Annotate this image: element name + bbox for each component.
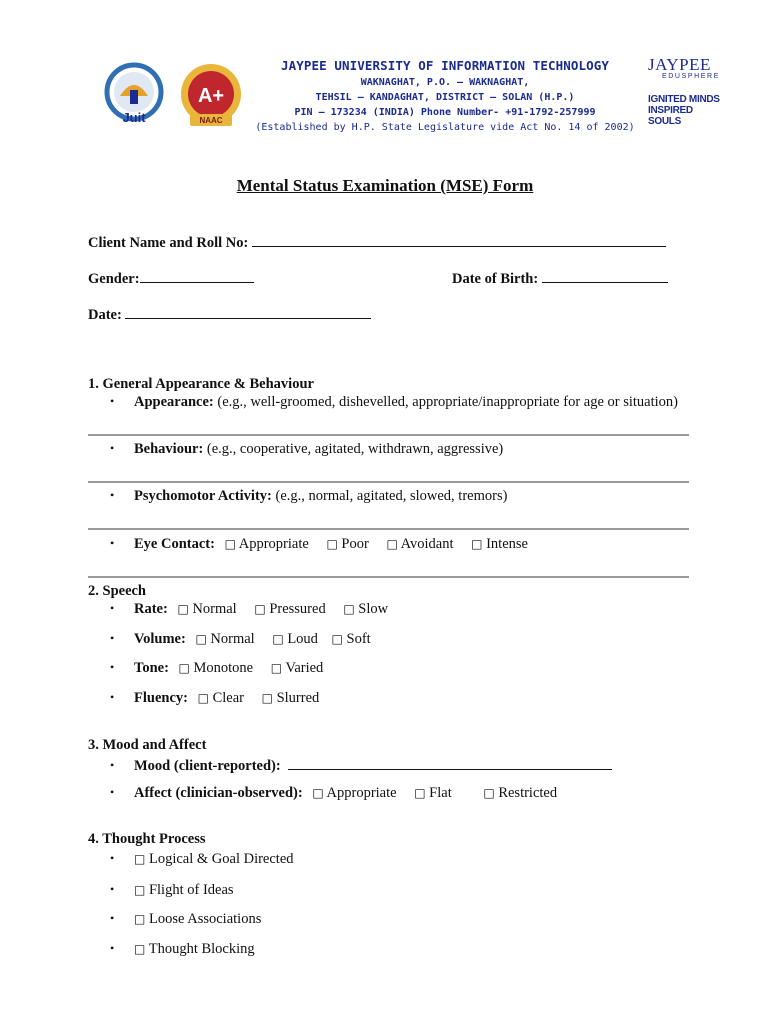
checkbox-eye-avoidant[interactable]: □ Avoidant — [386, 536, 454, 552]
list-item-volume: • Volume: □ Normal □ Loud □ Soft — [110, 631, 371, 647]
list-item-thought-blocking[interactable]: • □ Thought Blocking — [110, 941, 255, 957]
checkbox-rate-normal[interactable]: □ Normal — [177, 601, 237, 617]
list-item-behaviour: • Behaviour: (e.g., cooperative, agitated, withdrawn, aggressive) — [110, 441, 504, 457]
answer-line-appearance[interactable] — [88, 434, 689, 436]
svg-text:A+: A+ — [197, 85, 225, 107]
list-item-thought-loose[interactable]: • □ Loose Associations — [110, 911, 262, 927]
jaypee-edusphere-logo: JAYPEE EDUSPHERE IGNITED MINDS INSPIRED SOULS — [648, 55, 720, 127]
answer-line-psychomotor[interactable] — [88, 528, 689, 530]
established-line: (Established by H.P. State Legislature vide Act No. 14 of 2002) — [255, 122, 635, 133]
answer-line-eye-contact[interactable] — [88, 576, 689, 578]
checkbox-fluency-slurred[interactable]: □ Slurred — [261, 690, 320, 706]
naac-a-plus-badge — [176, 60, 246, 132]
section-mood-affect: 3. Mood and Affect — [88, 737, 207, 753]
mood-answer-line[interactable] — [288, 755, 612, 770]
checkbox-volume-loud[interactable]: □ Loud — [272, 631, 318, 647]
answer-line-behaviour[interactable] — [88, 481, 689, 483]
checkbox-thought-blocking[interactable]: □ — [134, 942, 146, 956]
checkbox-eye-appropriate[interactable]: □ Appropriate — [224, 536, 309, 552]
checkbox-volume-soft[interactable]: □ Soft — [331, 631, 371, 647]
list-item-eye-contact: • Eye Contact: □ Appropriate □ Poor □ Avoidant □ Intense — [110, 536, 528, 552]
checkbox-flight-of-ideas[interactable]: □ — [134, 883, 146, 897]
checkbox-rate-slow[interactable]: □ Slow — [343, 601, 389, 617]
checkbox-fluency-clear[interactable]: □ Clear — [197, 690, 244, 706]
juit-logo — [96, 62, 172, 130]
date-line[interactable] — [125, 304, 371, 319]
gender-field[interactable]: Gender: — [88, 268, 254, 288]
checkbox-affect-restricted[interactable]: □ Restricted — [483, 785, 558, 801]
checkbox-volume-normal[interactable]: □ Normal — [195, 631, 255, 647]
form-title: Mental Status Examination (MSE) Form — [236, 176, 534, 195]
checkbox-eye-poor[interactable]: □ Poor — [326, 536, 369, 552]
svg-text:NAAC: NAAC — [199, 116, 223, 125]
checkbox-affect-appropriate[interactable]: □ Appropriate — [312, 785, 397, 801]
section-thought-process: 4. Thought Process — [88, 831, 206, 847]
list-item-psychomotor: • Psychomotor Activity: (e.g., normal, agitated, slowed, tremors) — [110, 488, 508, 504]
list-item-fluency: • Fluency: □ Clear □ Slurred — [110, 690, 320, 706]
address-line-1: WAKNAGHAT, P.O. – WAKNAGHAT, — [360, 77, 530, 88]
list-item-mood: • Mood (client-reported): — [110, 755, 612, 775]
section-speech: 2. Speech — [88, 583, 146, 599]
checkbox-rate-pressured[interactable]: □ Pressured — [254, 601, 326, 617]
checkbox-loose-associations[interactable]: □ — [134, 912, 146, 926]
checkbox-affect-flat[interactable]: □ Flat — [414, 785, 452, 801]
contact-line: PIN – 173234 (INDIA) Phone Number- +91-1792-257999 — [294, 107, 596, 118]
checkbox-logical[interactable]: □ — [134, 852, 146, 866]
dob-line[interactable] — [542, 268, 668, 283]
checkbox-tone-monotone[interactable]: □ Monotone — [178, 660, 254, 676]
checkbox-eye-intense[interactable]: □ Intense — [471, 536, 528, 552]
list-item-rate: • Rate: □ Normal □ Pressured □ Slow — [110, 601, 389, 617]
svg-text:Juit: Juit — [122, 110, 146, 125]
list-item-appearance: • Appearance: (e.g., well-groomed, dishevelled, appropriate/inappropriate for age or situation) — [110, 394, 678, 410]
address-line-2: TEHSIL – KANDAGHAT, DISTRICT – SOLAN (H.P.) — [315, 92, 575, 103]
checkbox-tone-varied[interactable]: □ Varied — [270, 660, 324, 676]
list-item-tone: • Tone: □ Monotone □ Varied — [110, 660, 324, 676]
client-name-field[interactable]: Client Name and Roll No: — [88, 232, 666, 252]
list-item-affect: • Affect (clinician-observed): □ Appropriate □ Flat □ Restricted — [110, 785, 558, 801]
section-general-appearance: 1. General Appearance & Behaviour — [88, 376, 314, 392]
list-item-thought-flight[interactable]: • □ Flight of Ideas — [110, 882, 234, 898]
dob-field[interactable]: Date of Birth: — [452, 268, 668, 288]
university-name: JAYPEE UNIVERSITY OF INFORMATION TECHNOLOGY — [281, 58, 609, 73]
date-field[interactable]: Date: — [88, 304, 371, 324]
client-name-line[interactable] — [252, 232, 666, 247]
university-header — [250, 58, 640, 133]
list-item-thought-logical[interactable]: • □ Logical & Goal Directed — [110, 851, 294, 867]
gender-line[interactable] — [140, 268, 254, 283]
